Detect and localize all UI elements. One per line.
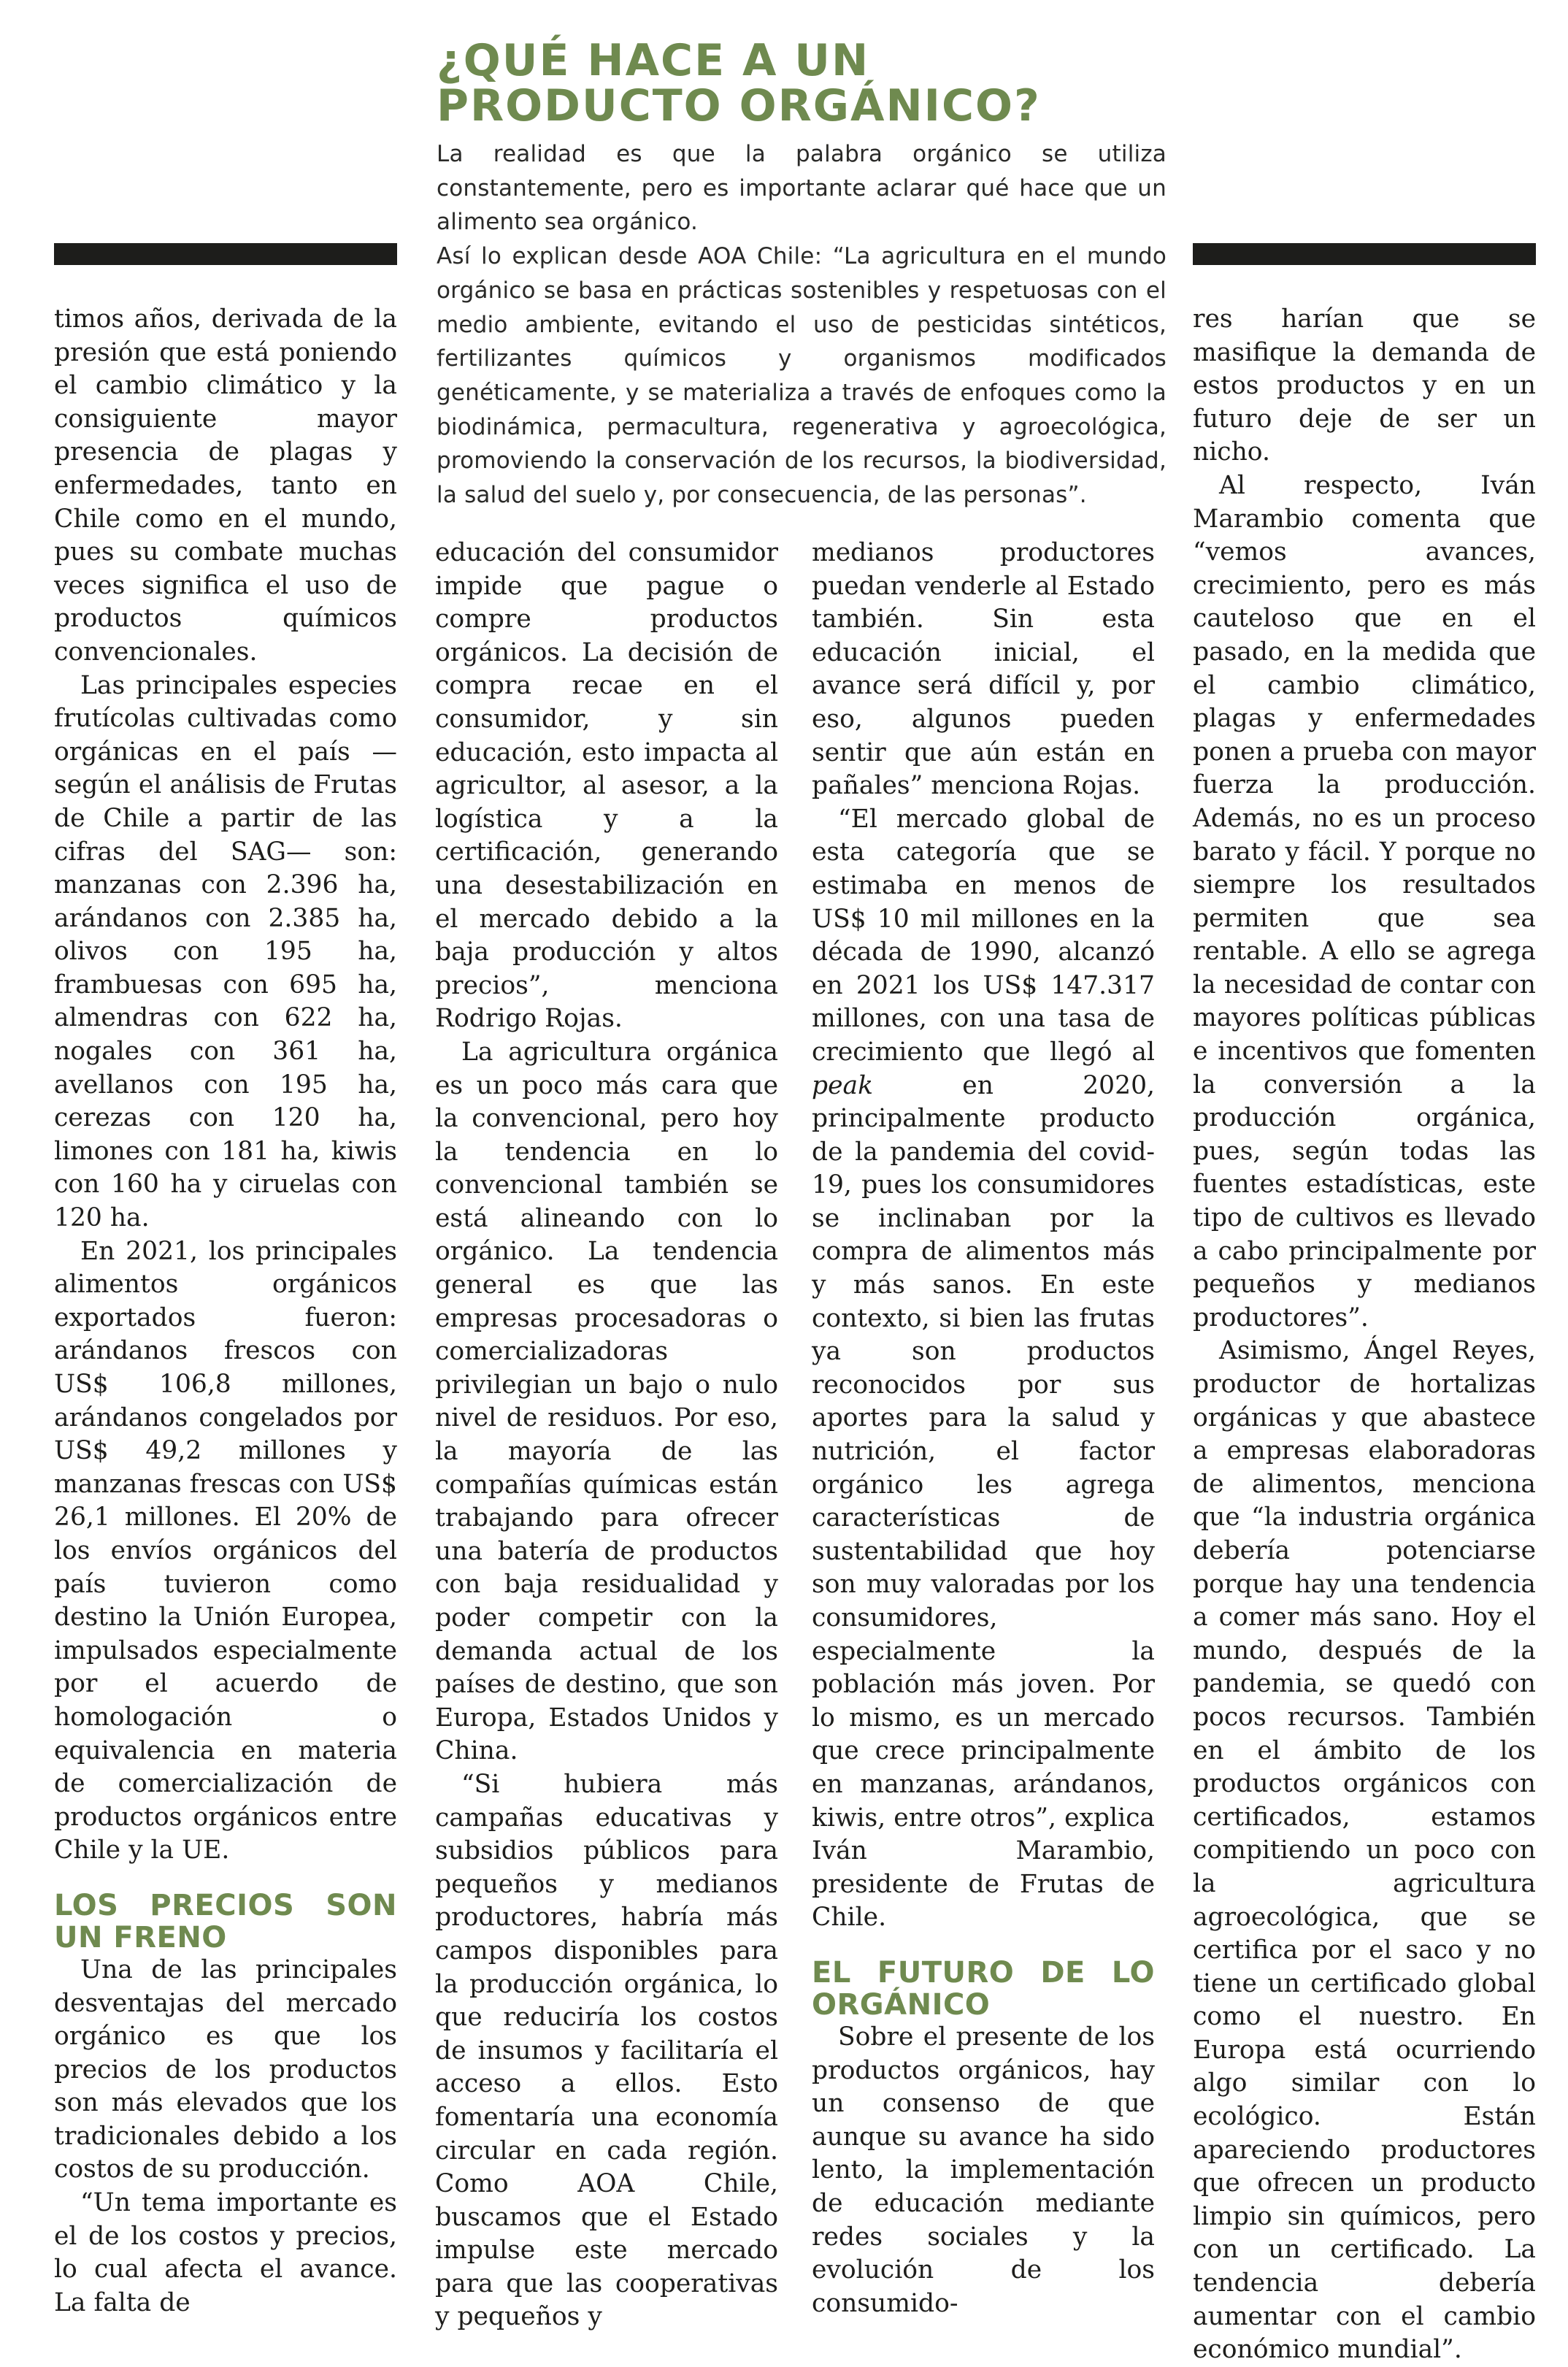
col3-peak-word: peak bbox=[812, 1070, 873, 1100]
col2-paragraph-2: La agricultura orgánica es un poco más cara que la convencional, pero hoy la tendencia en lo convencional también se está alineando con lo orgánico. La tendencia general es que las empresas procesadoras o comercializadoras privilegian un bajo o nulo nivel de residuos. Por eso, la mayoría de las compañías químicas están trabajando para ofrecer una batería de productos con baja residualidad y poder competir con la demanda actual de los países de destino, que son Europa, Estados Unidos y China. bbox=[435, 1037, 778, 1766]
col2-paragraph-1: educación del consumidor impide que pague o compre productos orgánicos. La decisión de compra recae en el consumidor, y sin educación, esto impacta al agricultor, al asesor, a la logística y a la certificación, generando una desestabilización en el mercado debido a la baja producción y altos precios”, menciona Rodrigo Rojas. bbox=[435, 538, 778, 1034]
right-column-rule bbox=[1193, 243, 1536, 265]
sidebar-headline bbox=[437, 35, 1167, 131]
col3-paragraph-2-part-b: en 2020, principalmente producto de la pandemia del covid-19, pues los consumidores se inclinaban por la compra de alimentos más y más sanos. En este contexto, si bien las frutas ya son productos reconocidos por sus aportes para la salud y nutrición, el factor orgánico les agrega características de sustentabilidad que hoy son muy valoradas por los consumidores, especialmente la población más joven. Por lo mismo, es un mercado que crece principalmente en manzanas, arándanos, kiwis, entre otros”, explica Iván Marambio, presidente de Frutas de Chile. bbox=[812, 1070, 1156, 1933]
col3-paragraph-1: medianos productores puedan venderle al Estado también. Sin esta educación inicial, el avance será difícil y, por eso, algunos pueden sentir que aún están en pañales” menciona Rojas. bbox=[812, 538, 1155, 801]
column-3 bbox=[812, 537, 1155, 2320]
col2-paragraph-3: “Si hubiera más campañas educativas y subsidios públicos para pequeños y medianos productores, habría más campos disponibles para la producción orgánica, lo que reduciría los costos de insumos y facilitaría el acceso a ellos. Esto fomentaría una economía circular en cada región. Como AOA Chile, buscamos que el Estado impulse este mercado para que las cooperativas y pequeños y bbox=[435, 1769, 778, 2332]
col1-paragraph-1: timos años, derivada de la presión que está poniendo el cambio climático y la consiguiente mayor presencia de plagas y enfermedades, tanto en Chile como en el mundo, pues su combate muchas veces significa el uso de productos químicos convencionales. bbox=[54, 304, 397, 667]
headline-line-2: PRODUCTO ORGÁNICO? bbox=[437, 80, 1041, 131]
col1-subheading: LOS PRECIOS SON UN FRENO bbox=[54, 1888, 397, 1954]
column-2 bbox=[435, 537, 778, 2334]
col3-paragraph-2 bbox=[812, 803, 1155, 1935]
column-4 bbox=[1193, 303, 1536, 2367]
col1-paragraph-4: Una de las principales desventajas del mercado orgánico es que los precios de los productos son más elevados que los tradicionales debido a los costos de su producción. bbox=[54, 1954, 397, 2184]
headline-line-1: ¿QUÉ HACE A UN bbox=[437, 35, 870, 86]
col1-paragraph-3: En 2021, los principales alimentos orgánicos exportados fueron: arándanos frescos con US$ 106,8 millones, arándanos congelados por US$ 49,2 millones y manzanas frescas con US$ 26,1 millones. El 20% de los envíos orgánicos del país tuvieron como destino la Unión Europea, impulsados especialmente por el acuerdo de homologación o equivalencia en materia de comercialización de productos orgánicos entre Chile y la UE. bbox=[54, 1236, 397, 1865]
col1-paragraph-5: “Un tema importante es el de los costos y precios, lo cual afecta el avance. La falta de bbox=[54, 2188, 397, 2317]
column-1 bbox=[54, 303, 397, 2320]
lead-paragraph-2: Así lo explican desde AOA Chile: “La agricultura en el mundo orgánico se basa en prácticas sostenibles y respetuosas con el medio ambiente, evitando el uso de pesticidas sintéticos, fertilizantes químicos y organismos modificados genéticamente, y se materializa a través de enfoques como la biodinámica, permacultura, regenerativa y agroecológica, promoviendo la conservación de los recursos, la biodiversidad, la salud del suelo y, por consecuencia, de las personas”. bbox=[437, 243, 1167, 509]
col1-paragraph-2: Las principales especies frutícolas cultivadas como orgánicas en el país —según el análisis de Frutas de Chile a partir de las cifras del SAG— son: manzanas con 2.396 ha, arándanos con 2.385 ha, olivos con 195 ha, frambuesas con 695 ha, almendras con 622 ha, nogales con 361 ha, avellanos con 195 ha, cerezas con 120 ha, limones con 181 ha, kiwis con 160 ha y ciruelas con 120 ha. bbox=[54, 670, 397, 1233]
col4-paragraph-1: res harían que se masifique la demanda de estos productos y en un futuro deje de ser un nicho. bbox=[1193, 304, 1536, 467]
col3-paragraph-3: Sobre el presente de los productos orgánicos, hay un consenso de que aunque su avance ha sido lento, la implementación de educación mediante redes sociales y la evolución de los consumido- bbox=[812, 2022, 1155, 2318]
col4-paragraph-2: Al respecto, Iván Marambio comenta que “vemos avances, crecimiento, pero es más cauteloso que en el pasado, en la medida que el cambio climático, plagas y enfermedades ponen a prueba con mayor fuerza la producción. Además, no es un proceso barato y fácil. Y porque no siempre los resultados permiten que sea rentable. A ello se agrega la necesidad de contar con mayores políticas públicas e incentivos que fomenten la conversión a la producción orgánica, pues, según todas las fuentes estadísticas, este tipo de cultivos es llevado a cabo principalmente por pequeños y medianos productores”. bbox=[1193, 470, 1536, 1332]
col3-subheading: EL FUTURO DE LO ORGÁNICO bbox=[812, 1955, 1155, 2022]
col4-paragraph-3: Asimismo, Ángel Reyes, productor de hortalizas orgánicas y que abastece a empresas elaboradoras de alimentos, menciona que “la industria orgánica debería potenciarse porque hay una tendencia a comer más sano. Hoy el mundo, después de la pandemia, se quedó con pocos recursos. También en el ámbito de los productos orgánicos con certificados, estamos compitiendo un poco con la agricultura agroecológica, que se certifica por el saco y no tiene un certificado global como el nuestro. En Europa está ocurriendo algo similar con lo ecológico. Están apareciendo productores que ofrecen un producto limpio sin químicos, pero con un certificado. La tendencia debería aumentar con el cambio económico mundial”. bbox=[1193, 1336, 1536, 2365]
left-column-rule bbox=[54, 243, 397, 265]
sidebar-lead bbox=[437, 137, 1167, 513]
col3-paragraph-2-part-a: “El mercado global de esta categoría que se estimaba en menos de US$ 10 mil millones en la década de 1990, alcanzó en 2021 los US$ 147.317 millones, con una tasa de crecimiento que llegó al bbox=[812, 804, 1155, 1067]
lead-paragraph-1: La realidad es que la palabra orgánico se utiliza constantemente, pero es importante aclarar qué hace que un alimento sea orgánico. bbox=[437, 141, 1167, 236]
